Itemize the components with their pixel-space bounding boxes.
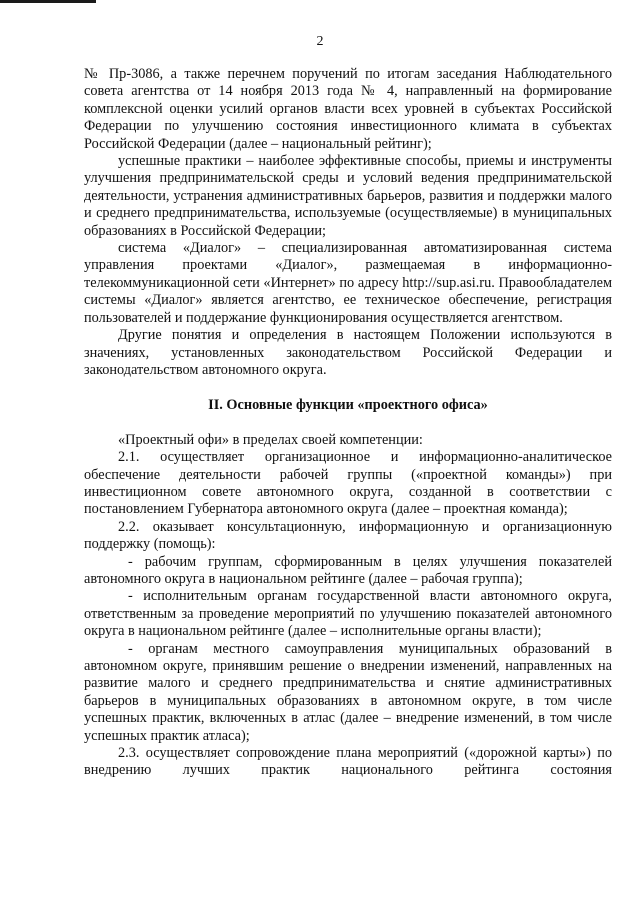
paragraph-clause-2-1: 2.1. осуществляет организационное и информационно-аналитическое обеспечение деятельности рабочей группы («проектной команды») при инвестиционном совете автономного округа, созданной в соответствии с постановлением Губернатора автономного округа (далее – проектная команда); [84,449,612,518]
section-heading: II. Основные функции «проектного офиса» [208,397,488,414]
paragraph-clause-2-2-working-groups: - рабочим группам, сформированным в целях улучшения показателей автономного округа в национальном рейтинге (далее – рабочая группа); [84,553,612,587]
paragraph-dialog-system-definition: система «Диалог» – специализированная автоматизированная система управления проектами «Диалог», размещаемая в информационно-телекоммуникационной сети «Интернет» по адресу http://sup.asi.ru. Правообладателем системы «Диалог» является агентство, ее техническое обеспечение, регистрация пользователей и поддержание функционирования осуществляется агентством. [84,240,612,326]
paragraph-clause-2-2: 2.2. оказывает консультационную, информационную и организационную поддержку (помощь): [84,518,612,553]
paragraph-other-terms: Другие понятия и определения в настоящем Положении используются в значениях, установленных законодательством Российской Федерации и законодательством автономного округа. [84,327,612,378]
paragraph-successful-practices-definition: успешные практики – наиболее эффективные способы, приемы и инструменты улучшения предпринимательской среды и условий ведения предпринимательской деятельности, устранения административных барьеров, развития и поддержки малого и среднего предпринимательства, используемые (осуществляемые) в муниципальных образованиях в Российской Федерации; [84,153,612,239]
scan-corner-mark [0,0,96,3]
paragraph-project-office-intro: «Проектный офи» в пределах своей компетенции: [118,431,423,448]
paragraph-clause-2-2-local-government: - органам местного самоуправления муниципальных образований в автономном округе, принявшим решение о внедрении изменений, направленных на развитие малого и среднего предпринимательства и снятие административных барьеров в муниципальных образованиях в автономном округе, в том числе успешных практик, включенных в атлас (далее – внедрение изменений, в том числе успешных практик атласа); [84,640,612,744]
paragraph-clause-2-3: 2.3. осуществляет сопровождение плана мероприятий («дорожной карты») по внедрению лучших практик национального рейтинга состояния [84,745,612,779]
document-body [84,66,612,780]
paragraph-clause-2-2-executive-bodies: - исполнительным органам государственной власти автономного округа, ответственным за проведение мероприятий по улучшению показателей автономного округа в национальном рейтинге (далее – исполнительные органы власти); [84,588,612,640]
page-number: 2 [316,34,324,49]
paragraph-national-rating-definition: № Пр-3086, а также перечнем поручений по итогам заседания Наблюдательного совета агентства от 14 ноября 2013 года № 4, направленный на формирование комплексной оценки усилий органов власти всех уровней в субъектах Российской Федерации по улучшению состояния инвестиционного климата в субъектах Российской Федерации (далее – национальный рейтинг); [84,66,612,152]
